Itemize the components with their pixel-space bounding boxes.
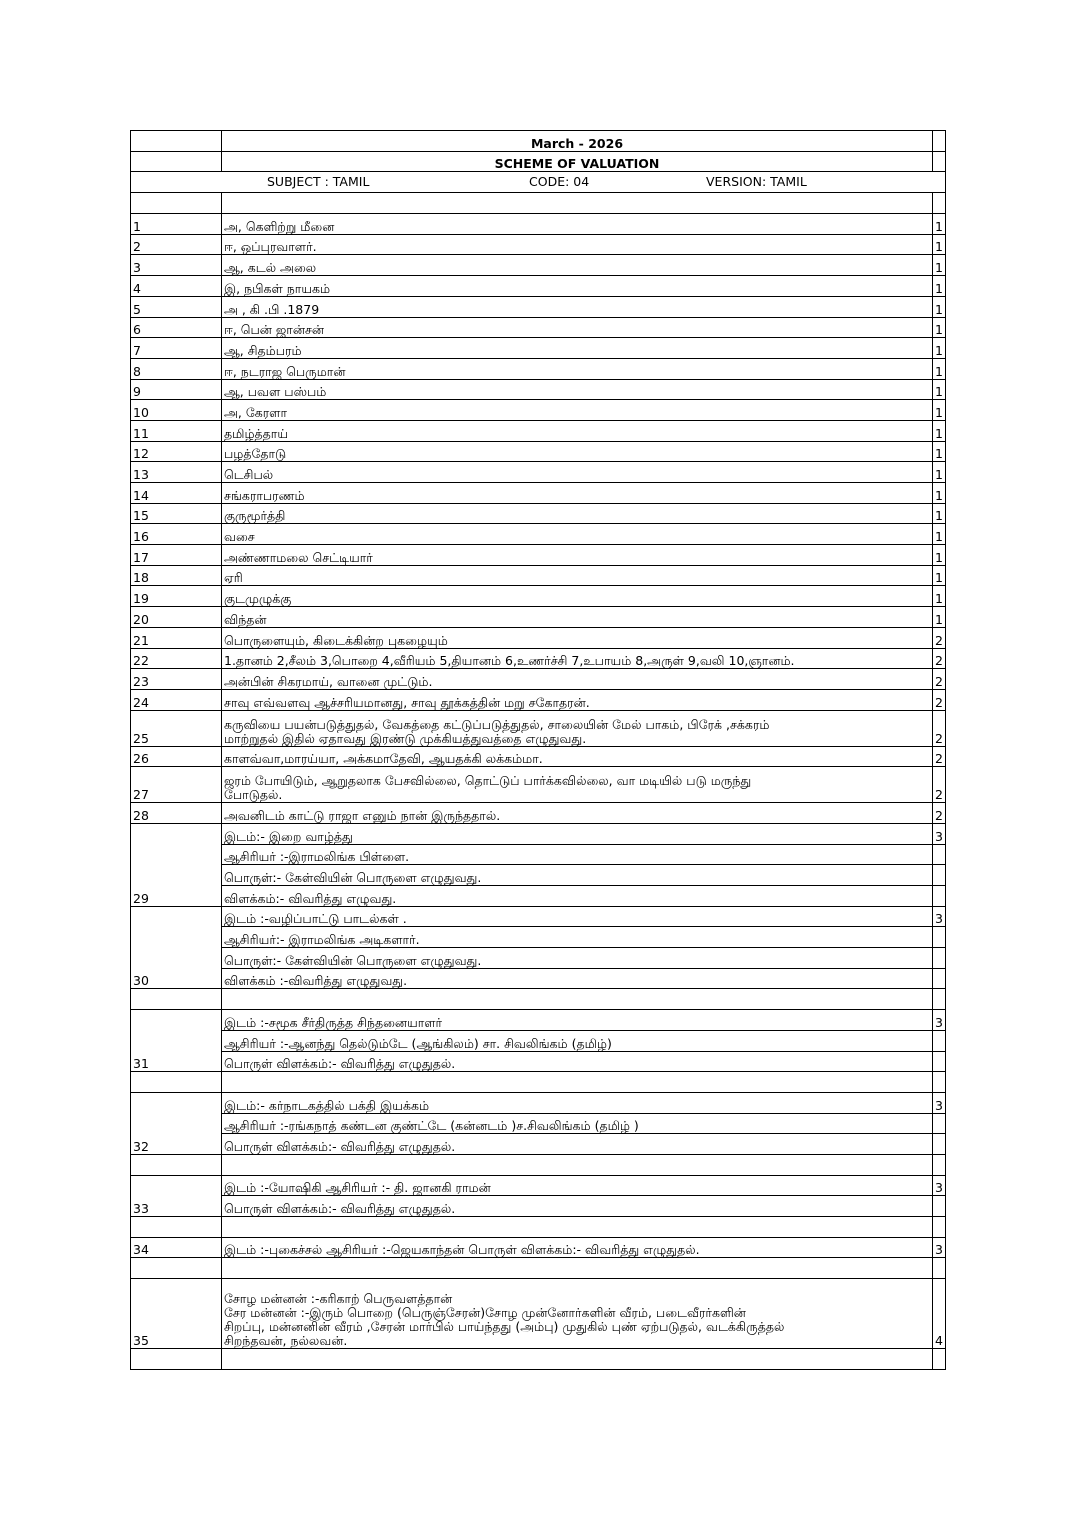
- question-number: 17: [131, 545, 222, 566]
- marks-value: 3: [933, 1237, 946, 1258]
- question-number: 10: [131, 400, 222, 421]
- marks-value: 1: [933, 255, 946, 276]
- answer-row: [131, 483, 946, 504]
- answer-text: ஆ, கடல் அலை: [222, 255, 933, 276]
- answer-row: [131, 648, 946, 669]
- marks-value: 1: [933, 296, 946, 317]
- spacer-row: [131, 1258, 946, 1279]
- answer-line: பொருள் விளக்கம்:- விவரித்து எழுதுதல்.: [222, 1196, 933, 1217]
- answer-text: அன்பின் சிகரமாய், வானை முட்டும்.: [222, 669, 933, 690]
- question-number: 6: [131, 317, 222, 338]
- answer-row: [131, 803, 946, 824]
- answer-row: [131, 906, 946, 927]
- marks-value: 1: [933, 358, 946, 379]
- question-number: 3: [131, 255, 222, 276]
- empty-cell: [222, 1154, 933, 1175]
- answer-text: அ, கேரளா: [222, 400, 933, 421]
- answer-row: [131, 1113, 946, 1134]
- spacer-row: [131, 1217, 946, 1238]
- answer-row: [131, 441, 946, 462]
- question-number: 35: [131, 1279, 222, 1349]
- question-number: 11: [131, 420, 222, 441]
- header-title-row: [131, 151, 946, 172]
- marks-value: 1: [933, 420, 946, 441]
- empty-cell: [933, 1349, 946, 1370]
- marks-value: 1: [933, 565, 946, 586]
- question-number: 33: [131, 1175, 222, 1216]
- answer-text: 1.தானம் 2,சீலம் 3,பொறை 4,வீரியம் 5,தியானம் 6,உணர்ச்சி 7,உபாயம் 8,அருள் 9,வலி 10,ஞானம்.: [222, 648, 933, 669]
- empty-cell: [222, 989, 933, 1010]
- question-number: 30: [131, 906, 222, 989]
- marks-value: 2: [933, 710, 946, 746]
- version-label: VERSION: TAMIL: [706, 174, 807, 190]
- answer-row: [131, 948, 946, 969]
- question-number: 7: [131, 338, 222, 359]
- answer-row: [131, 968, 946, 989]
- marks-value: 1: [933, 441, 946, 462]
- spacer-row: [131, 1154, 946, 1175]
- answer-row: [131, 586, 946, 607]
- answer-row: [131, 1196, 946, 1217]
- marks-value: [933, 1196, 946, 1217]
- question-number: 5: [131, 296, 222, 317]
- question-number: 13: [131, 462, 222, 483]
- answer-text: குருமூர்த்தி: [222, 503, 933, 524]
- question-number: 26: [131, 746, 222, 767]
- answer-row: [131, 296, 946, 317]
- answer-row: [131, 317, 946, 338]
- answer-text: அ, கெளிற்று மீனை: [222, 214, 933, 235]
- answer-line: ஆசிரியர்:- இராமலிங்க அடிகளார்.: [222, 927, 933, 948]
- answer-text: சாவு எவ்வளவு ஆச்சரியமானது, சாவு தூக்கத்தின் மறு சகோதரன்.: [222, 689, 933, 710]
- answer-row: [131, 927, 946, 948]
- answer-row: [131, 1030, 946, 1051]
- answer-text: சங்கராபரணம்: [222, 483, 933, 504]
- marks-value: 4: [933, 1279, 946, 1349]
- question-number: 32: [131, 1092, 222, 1154]
- question-number: 24: [131, 689, 222, 710]
- answer-row: [131, 420, 946, 441]
- answer-text: இ, நபிகள் நாயகம்: [222, 276, 933, 297]
- question-number: 14: [131, 483, 222, 504]
- question-number: 16: [131, 524, 222, 545]
- marks-value: [933, 1113, 946, 1134]
- empty-cell: [222, 1072, 933, 1093]
- answer-row: [131, 524, 946, 545]
- question-number: 25: [131, 710, 222, 746]
- answer-text: குடமுழுக்கு: [222, 586, 933, 607]
- question-number: 9: [131, 379, 222, 400]
- marks-value: [933, 927, 946, 948]
- answer-row: [131, 1051, 946, 1072]
- empty-cell: [222, 1349, 933, 1370]
- spacer-row: [131, 1072, 946, 1093]
- marks-value: [933, 1030, 946, 1051]
- question-number: 20: [131, 607, 222, 628]
- question-number: 19: [131, 586, 222, 607]
- answer-row: [131, 1279, 946, 1349]
- spacer-row: [131, 1349, 946, 1370]
- answer-line: பொருள் விளக்கம்:- விவரித்து எழுதுதல்.: [222, 1051, 933, 1072]
- question-number: 29: [131, 823, 222, 906]
- answer-row: [131, 255, 946, 276]
- answer-text: பழத்தோடு: [222, 441, 933, 462]
- empty-cell: [933, 1072, 946, 1093]
- question-number: 2: [131, 234, 222, 255]
- question-number: 4: [131, 276, 222, 297]
- answer-row: [131, 865, 946, 886]
- answer-text: ஆ, பவள பஸ்பம்: [222, 379, 933, 400]
- question-number: 34: [131, 1237, 222, 1258]
- marks-value: 3: [933, 823, 946, 844]
- marks-value: 1: [933, 400, 946, 421]
- question-number: 15: [131, 503, 222, 524]
- answer-text: ஈ, ஒப்புரவாளர்.: [222, 234, 933, 255]
- answer-row: [131, 767, 946, 803]
- question-number: 27: [131, 767, 222, 803]
- answer-line: பொருள்:- கேள்வியின் பொருளை எழுதுவது.: [222, 865, 933, 886]
- answer-text: ஏரி: [222, 565, 933, 586]
- answer-row: [131, 503, 946, 524]
- answer-text: ஈ, பென் ஜான்சன்: [222, 317, 933, 338]
- answer-line: பொருள் விளக்கம்:- விவரித்து எழுதுதல்.: [222, 1134, 933, 1155]
- marks-value: 2: [933, 627, 946, 648]
- answer-row: [131, 565, 946, 586]
- marks-value: 2: [933, 689, 946, 710]
- answer-line: விளக்கம் :-விவரித்து எழுதுவது.: [222, 968, 933, 989]
- answer-text: ஆ, சிதம்பரம்: [222, 338, 933, 359]
- answer-row: [131, 462, 946, 483]
- empty-cell: [933, 1154, 946, 1175]
- answer-row: [131, 1175, 946, 1196]
- answer-text: ஜரம் போயிடும், ஆறுதலாக பேசவில்லை, தொட்டுப் பார்க்கவில்லை, வா மடியில் படு மருந்து போடுதல்.: [222, 767, 933, 803]
- question-number: 12: [131, 441, 222, 462]
- marks-value: 1: [933, 379, 946, 400]
- answer-row: [131, 607, 946, 628]
- empty-cell: [222, 1258, 933, 1279]
- marks-value: 1: [933, 524, 946, 545]
- answer-text: அவனிடம் காட்டு ராஜா எனும் நான் இருந்ததால்.: [222, 803, 933, 824]
- marks-value: 2: [933, 669, 946, 690]
- answer-text: வசை: [222, 524, 933, 545]
- exam-month: March - 2026: [222, 131, 933, 152]
- spacer-row: [131, 193, 946, 214]
- marks-value: 1: [933, 234, 946, 255]
- question-number: 31: [131, 1010, 222, 1072]
- marks-value: 1: [933, 586, 946, 607]
- marks-value: 1: [933, 462, 946, 483]
- empty-cell: [933, 1217, 946, 1238]
- answer-text: ஈ, நடராஜ பெருமான்: [222, 358, 933, 379]
- answer-line: இடம் :-யோஷிகி ஆசிரியர் :- தி. ஜானகி ராமன்: [222, 1175, 933, 1196]
- answer-line: ஆசிரியர் :-இராமலிங்க பிள்ளை.: [222, 844, 933, 865]
- answer-row: [131, 1092, 946, 1113]
- answer-line: ஆசிரியர் :-ஆனந்து தெல்டும்டே (ஆங்கிலம்) சா. சிவலிங்கம் (தமிழ்): [222, 1030, 933, 1051]
- answer-row: [131, 276, 946, 297]
- empty-cell: [131, 1154, 222, 1175]
- answer-text: அண்ணாமலை செட்டியார்: [222, 545, 933, 566]
- answer-row: [131, 400, 946, 421]
- answer-row: [131, 214, 946, 235]
- answer-row: [131, 234, 946, 255]
- empty-cell: [131, 1258, 222, 1279]
- header-meta-row: [131, 172, 946, 193]
- question-number: 1: [131, 214, 222, 235]
- answer-row: [131, 710, 946, 746]
- code-label: CODE: 04: [529, 174, 590, 190]
- answer-row: [131, 1134, 946, 1155]
- empty-cell: [933, 989, 946, 1010]
- marks-value: 2: [933, 648, 946, 669]
- empty-cell: [222, 1217, 933, 1238]
- question-number: 22: [131, 648, 222, 669]
- empty-cell: [131, 1217, 222, 1238]
- answer-line: இடம் :-சமூக சீர்திருத்த சிந்தனையாளர்: [222, 1010, 933, 1031]
- answer-line: இடம்:- இறை வாழ்த்து: [222, 823, 933, 844]
- answer-row: [131, 379, 946, 400]
- marks-value: 3: [933, 1092, 946, 1113]
- marks-value: 2: [933, 767, 946, 803]
- marks-value: [933, 1134, 946, 1155]
- marks-value: [933, 886, 946, 907]
- answer-row: [131, 823, 946, 844]
- marks-value: 1: [933, 214, 946, 235]
- marks-value: 1: [933, 338, 946, 359]
- marks-value: 1: [933, 276, 946, 297]
- question-number: 21: [131, 627, 222, 648]
- header-month-row: [131, 131, 946, 152]
- marks-value: 2: [933, 746, 946, 767]
- answer-line: விளக்கம்:- விவரித்து எழுவது.: [222, 886, 933, 907]
- answer-line: பொருள்:- கேள்வியின் பொருளை எழுதுவது.: [222, 948, 933, 969]
- marks-value: 1: [933, 607, 946, 628]
- answer-row: [131, 746, 946, 767]
- marks-value: 3: [933, 906, 946, 927]
- answer-row: [131, 1237, 946, 1258]
- answer-row: [131, 627, 946, 648]
- answer-text: டெசிபல்: [222, 462, 933, 483]
- question-number: 28: [131, 803, 222, 824]
- empty-cell: [933, 1258, 946, 1279]
- answer-row: [131, 1010, 946, 1031]
- answer-text: அ , கி .பி .1879: [222, 296, 933, 317]
- marks-value: 1: [933, 503, 946, 524]
- valuation-table: [130, 130, 946, 1370]
- marks-value: [933, 1051, 946, 1072]
- answer-row: [131, 689, 946, 710]
- question-number: 23: [131, 669, 222, 690]
- answer-row: [131, 545, 946, 566]
- marks-value: 3: [933, 1010, 946, 1031]
- answer-row: [131, 886, 946, 907]
- answer-row: [131, 669, 946, 690]
- subject-label: SUBJECT : TAMIL: [267, 174, 370, 190]
- marks-value: [933, 948, 946, 969]
- answer-text: விந்தன்: [222, 607, 933, 628]
- marks-value: 1: [933, 317, 946, 338]
- marks-value: [933, 865, 946, 886]
- answer-row: [131, 358, 946, 379]
- marks-value: 3: [933, 1175, 946, 1196]
- marks-value: 1: [933, 545, 946, 566]
- answer-row: [131, 338, 946, 359]
- question-number: 8: [131, 358, 222, 379]
- answer-text: பொருளையும், கிடைக்கின்ற புகழையும்: [222, 627, 933, 648]
- spacer-row: [131, 989, 946, 1010]
- marks-value: 1: [933, 483, 946, 504]
- marks-value: [933, 968, 946, 989]
- empty-cell: [131, 1072, 222, 1093]
- answer-text: காளவ்வா,மாரய்யா, அக்கமாதேவி, ஆயதக்கி லக்கம்மா.: [222, 746, 933, 767]
- empty-cell: [131, 1349, 222, 1370]
- answer-row: [131, 844, 946, 865]
- empty-cell: [131, 989, 222, 1010]
- marks-value: 2: [933, 803, 946, 824]
- question-number: 18: [131, 565, 222, 586]
- answer-line: இடம்:- கர்நாடகத்தில் பக்தி இயக்கம்: [222, 1092, 933, 1113]
- answer-line: இடம் :-வழிப்பாட்டு பாடல்கள் .: [222, 906, 933, 927]
- document-title: SCHEME OF VALUATION: [222, 151, 933, 172]
- answer-text: தமிழ்த்தாய்: [222, 420, 933, 441]
- answer-text: கருவியை பயன்படுத்துதல், வேகத்தை கட்டுப்படுத்துதல், சாலையின் மேல் பாகம், பிரேக் ,சக்கரம் மாற்றுதல் இதில் ஏதாவது இரண்டு முக்கியத்துவத்தை எழுதுவது.: [222, 710, 933, 746]
- answer-line: ஆசிரியர் :-ரங்கநாத் கண்டன குண்ட்டே (கன்னடம் )ச.சிவலிங்கம் (தமிழ் ): [222, 1113, 933, 1134]
- answer-text: இடம் :-புகைச்சல் ஆசிரியர் :-ஜெயகாந்தன் பொருள் விளக்கம்:- விவரித்து எழுதுதல்.: [222, 1237, 933, 1258]
- marks-value: [933, 844, 946, 865]
- answer-text: சோழ மன்னன் :-கரிகாற் பெருவளத்தான் சேர மன்னன் :-இரும் பொறை (பெருஞ்சேரன்)சோழ முன்னோர்களின் வீரம், படைவீரர்களின் சிறப்பு, மன்னனின் வீரம் ,சேரன் மார்பில் பாய்ந்தது (அம்பு) முதுகில் புண் ஏற்படுதல், வடக்கிருத்தல் சிறந்தவன், நல்லவன்.: [222, 1279, 933, 1349]
